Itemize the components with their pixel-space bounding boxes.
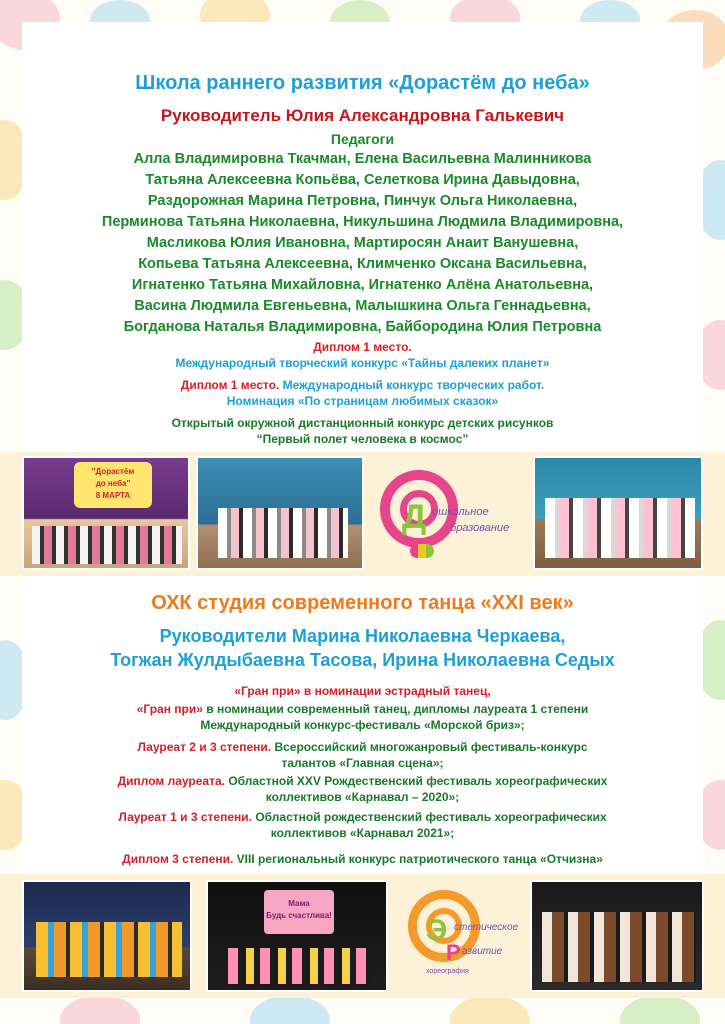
award2-line1 <box>0 378 725 392</box>
teacher-line: Раздорожная Марина Петровна, Пинчук Ольга Николаевна, <box>147 193 578 209</box>
logo-big-letter: Д <box>402 498 427 536</box>
s2-award-rest: Областной рождественский фестиваль хореографических <box>251 810 607 824</box>
s2-award-rest: Областной XXV Рождественский фестиваль хореографических <box>225 774 608 788</box>
teacher-line: Копьева Татьяна Алексеевна, Климченко Оксана Васильевна, <box>138 256 587 272</box>
award2-line2: Номинация «По страницам любимых сказок» <box>226 394 499 408</box>
section2-leaders-line2: Тогжан Жулдыбаевна Тасова, Ирина Николаевна Седых <box>110 650 615 670</box>
logo-word2: бразование <box>450 522 510 534</box>
teacher-line: Васина Людмила Евгеньевна, Малышкина Ольга Геннадьевна, <box>134 298 591 314</box>
s2-award-rest: Всероссийский многожанровый фестиваль-конкурс <box>271 740 588 754</box>
s2-award-line: коллективов «Карнавал – 2020»; <box>265 790 460 804</box>
dance-group-photo <box>22 880 192 992</box>
teacher-line: Игнатенко Татьяна Михайловна, Игнатенко Алёна Анатольевна, <box>131 277 594 293</box>
award3-line1: Открытый окружной дистанционный конкурс детских рисунков <box>171 416 554 430</box>
section2-title: ОХК студия современного танца «XXI век» <box>151 592 574 614</box>
logo-word3: хореография <box>426 968 469 975</box>
preschool-education-logo <box>374 460 524 570</box>
award1-title: Диплом 1 место. <box>313 340 412 354</box>
s2-award-red: Диплом лауреата. <box>117 774 225 788</box>
dance-photo <box>533 456 703 570</box>
award1-desc: Международный творческий конкурс «Тайны далеких планет» <box>175 356 550 370</box>
group-photo <box>196 456 364 570</box>
photo-strip-1 <box>0 452 725 576</box>
s2-award-rest: в номинации современный танец, дипломы лауреата 1 степени <box>202 702 589 716</box>
teacher-line: Алла Владимировна Ткачман, Елена Васильевна Малинникова <box>133 151 592 167</box>
logo-word1: ошкольное <box>432 506 489 518</box>
s2-award-line: коллективов «Карнавал 2021»; <box>270 826 455 840</box>
stage-performance-photo <box>206 880 388 992</box>
section1-leader: Руководитель Юлия Александровна Галькевич <box>160 106 565 125</box>
s2-award-red: Диплом 3 степени. <box>122 852 234 866</box>
teacher-line: Перминова Татьяна Николаевна, Никульшина Людмила Владимировна, <box>101 214 624 230</box>
logo-word1: стетическое <box>454 922 519 933</box>
s2-award-line <box>0 774 725 788</box>
s2-award-line: «Гран при» в номинации эстрадный танец, <box>234 684 491 698</box>
section2-leaders-line1: Руководители Марина Николаевна Черкаева, <box>159 626 566 646</box>
s2-award-line: талантов «Главная сцена»; <box>281 756 444 770</box>
stage-banner-line: 8 МАРТА <box>95 491 131 500</box>
s2-award-red: Лауреат 1 и 3 степени. <box>118 810 252 824</box>
stage-photo <box>22 456 190 570</box>
award3-line2: “Первый полет человека в космос” <box>256 432 469 446</box>
stage-banner-line: "Дорастём <box>91 467 135 476</box>
s2-award-line <box>0 810 725 824</box>
stage-banner <box>264 890 334 934</box>
logo-big-letter: Э <box>426 914 448 947</box>
aesthetic-development-logo <box>402 882 522 994</box>
logo-small-letter: Р <box>446 940 461 965</box>
s2-award-line <box>0 702 725 716</box>
award2-red: Диплом 1 место. <box>180 378 280 392</box>
teacher-line: Богданова Наталья Владимировна, Байбородина Юлия Петровна <box>123 319 602 335</box>
ballet-photo <box>530 880 704 992</box>
teachers-heading: Педагоги <box>330 131 395 147</box>
stage-banner-line: Мама <box>288 899 310 908</box>
stage-banner-line: до неба" <box>95 479 131 488</box>
s2-award-red: «Гран при» <box>136 702 203 716</box>
s2-award-line: Международный конкурс-фестиваль «Морской бриз»; <box>200 718 525 732</box>
stage-banner-line: Будь счастлива! <box>266 911 332 920</box>
photo-strip-2 <box>0 874 725 998</box>
s2-award-rest: VIII региональный конкурс патриотического танца «Отчизна» <box>233 852 603 866</box>
s2-award-line <box>0 740 725 754</box>
teacher-line: Татьяна Алексеевна Копьёва, Селеткова Ирина Давыдовна, <box>145 172 580 188</box>
award2-desc: Международный конкурс творческих работ. <box>279 378 545 392</box>
section1-title: Школа раннего развития «Дорастём до неба» <box>135 72 590 94</box>
stage-banner <box>74 462 152 508</box>
teacher-line: Масликова Юлия Ивановна, Мартиросян Анаит Ванушевна, <box>146 235 579 251</box>
logo-word2: азвитие <box>462 946 503 957</box>
s2-award-red: Лауреат 2 и 3 степени. <box>137 740 272 754</box>
s2-award-line <box>0 852 725 866</box>
